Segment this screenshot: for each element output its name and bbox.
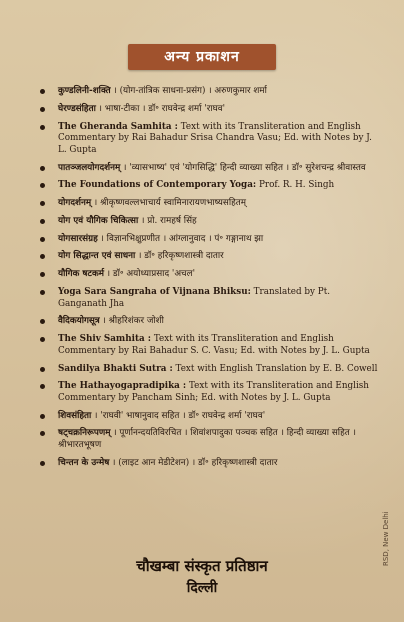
bullet-icon (40, 461, 45, 466)
list-item (40, 269, 380, 281)
bullet-icon (40, 183, 45, 188)
item-title: योग एवं यौगिक चिकित्सा (58, 215, 139, 226)
bullet-icon (40, 337, 45, 342)
bullet-icon (40, 431, 45, 436)
item-title: शिवसंहिता (58, 410, 92, 421)
bullet-icon (40, 319, 45, 324)
item-title: योग सिद्धान्त एवं साधना (58, 251, 136, 262)
item-details: । पूर्णानन्दयतिविरचित । शिवांशपादुका पञ्चक सहित । हिन्दी व्याख्या सहित । श्रीभारतभूषण (58, 428, 356, 451)
item-details: । भाषा-टीका । डॉ॰ राघवेन्द्र शर्मा 'राघव' (95, 103, 226, 114)
item-title: Yoga Sara Sangraha of Vijnana Bhiksu: (58, 287, 251, 297)
item-details: । श्रीकृष्णवल्लभाचार्य स्वामिनारायणभाष्यसहितम् (91, 198, 247, 209)
list-item (40, 334, 380, 357)
item-title: पातञ्जलयोगदर्शनम् (58, 162, 121, 173)
item-details: Text with its Transliteration and English Commentary by Pancham Sinh; Ed. with Notes by J. L. Gupta (58, 381, 369, 403)
item-title: योगसारसंग्रह (58, 233, 98, 244)
item-details: । डॉ॰ हरिकृष्णशास्त्री दातार (135, 251, 224, 262)
list-item (40, 86, 380, 98)
list-item (40, 411, 380, 423)
list-item (40, 458, 380, 470)
list-item (40, 104, 380, 116)
bullet-icon (40, 272, 45, 277)
list-item (40, 251, 380, 263)
bullet-icon (40, 107, 45, 112)
publisher-city: दिल्ली (186, 580, 218, 596)
item-details: Translated by Pt. Ganganath Jha (58, 287, 331, 309)
list-item (40, 428, 380, 451)
item-details: Text with its Transliteration and English Commentary by Rai Bahadur S. C. Vasu; Ed. with Notes by J. L. Gupta (58, 334, 370, 356)
item-title: कुण्डलिनी-शक्ति (58, 86, 111, 96)
item-details: । प्रो. रामहर्ष सिंह (138, 215, 197, 226)
item-details: । विज्ञानभिक्षुप्रणीत । आंग्लानुवाद । पं॰ गङ्गानाथ झा (97, 233, 264, 244)
bullet-icon (40, 384, 45, 389)
item-title: The Hathayogapradipika : (58, 381, 187, 392)
item-title: यौगिक षटकर्म (58, 269, 104, 280)
list-item (40, 216, 380, 228)
bullet-icon (40, 290, 45, 295)
item-details: Prof. R. H. Singh (256, 180, 335, 191)
item-details: । 'राघवी' भाषानुवाद सहित । डॉ॰ राघवेन्द्र शर्मा 'राघव' (91, 410, 266, 421)
section-header-band (128, 44, 276, 70)
bullet-icon (40, 125, 45, 130)
list-item (40, 316, 380, 328)
bullet-icon (40, 367, 45, 372)
item-details: । (योग-तांत्रिक साधना-प्रसंग) । अरुणकुमार शर्मा (110, 86, 267, 96)
bullet-icon (40, 237, 45, 242)
list-item (40, 180, 380, 192)
item-title: The Foundations of Contemporary Yoga: (58, 180, 257, 191)
item-title: घेरण्डसंहिता (58, 103, 96, 114)
item-title: चिन्तन के उन्मेष (58, 457, 110, 468)
list-item (40, 381, 380, 404)
item-details: । 'व्यासभाष्य' एवं 'योगसिद्धि' हिन्दी व्याख्या सहित । डॉ॰ सुरेशचन्द्र श्रीवास्तव (120, 162, 366, 173)
publication-list (40, 86, 380, 476)
list-item (40, 163, 380, 175)
list-item (40, 287, 380, 310)
item-details: । श्रीहरिशंकर जोशी (99, 316, 164, 327)
bullet-icon (40, 414, 45, 419)
bullet-icon (40, 89, 45, 94)
publisher-name: चौखम्बा संस्कृत प्रतिष्ठान (136, 557, 268, 575)
item-title: षट्चक्रनिरूपणम् (58, 428, 111, 439)
item-title: The Shiv Samhita : (58, 334, 152, 345)
list-item (40, 364, 380, 376)
bullet-icon (40, 166, 45, 171)
item-details: । (लाइट आन मेडीटेशन) । डॉ॰ हरिकृष्णशास्त्री दातार (109, 457, 278, 468)
section-header-title: अन्य प्रकाशन (164, 49, 240, 65)
list-item (40, 234, 380, 246)
side-print-code: RSD, New Delhi (382, 511, 390, 566)
item-title: वैदिकयोगसूत्र (58, 316, 100, 327)
item-title: The Gheranda Samhita : (58, 121, 178, 132)
bullet-icon (40, 219, 45, 224)
item-details: Text with English Translation by E. B. Cowell (172, 363, 378, 374)
bullet-icon (40, 254, 45, 259)
item-title: योगदर्शनम् (58, 198, 92, 209)
bullet-icon (40, 201, 45, 206)
item-details: । डॉ॰ अयोध्याप्रसाद 'अचल' (103, 269, 196, 280)
item-details: Text with its Transliteration and English Commentary by Rai Bahadur Srisa Chandra Vasu; Ed. with Notes by J. L. Gupta (58, 121, 372, 155)
list-item (40, 122, 380, 157)
item-title: Sandilya Bhakti Sutra : (58, 363, 173, 374)
list-item (40, 198, 380, 210)
